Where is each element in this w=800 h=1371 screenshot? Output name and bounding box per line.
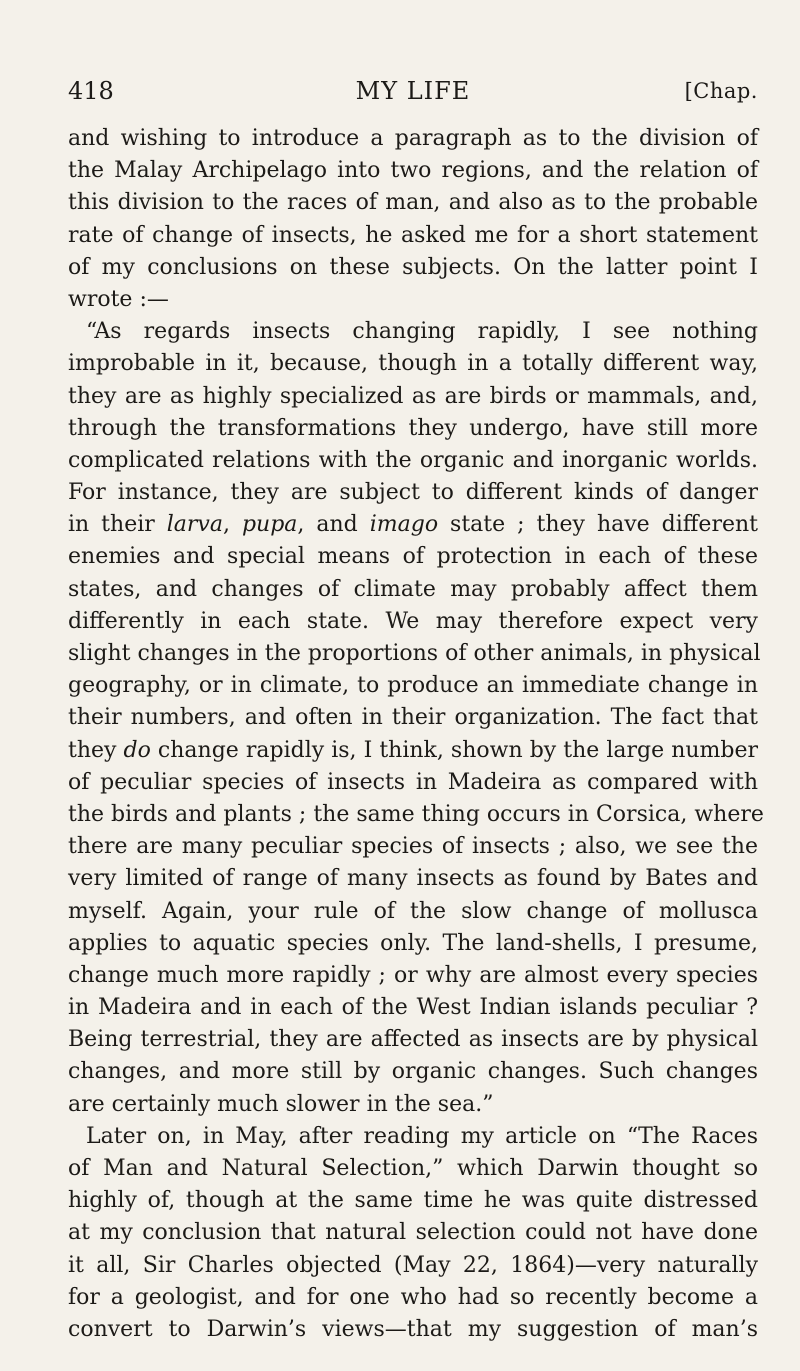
text-line [68, 863, 758, 895]
text-run: convert to Darwin’s views—that my suggestion of man’s [68, 1316, 758, 1342]
running-head [68, 74, 758, 108]
text-run: rate of change of insects, he asked me for a short statement [68, 222, 758, 248]
text-run: they [68, 737, 124, 763]
italic-term: pupa [241, 512, 298, 538]
italic-term: imago [369, 512, 439, 538]
text-run: the birds and plants ; the same thing occurs in Corsica, where [68, 801, 764, 827]
text-line [68, 960, 758, 992]
text-line [68, 413, 758, 445]
text-line [68, 831, 758, 863]
text-run: of my conclusions on these subjects. On the latter point I [68, 254, 758, 280]
text-run: myself. Again, your rule of the slow change of mollusca [68, 898, 758, 924]
text-line [68, 381, 758, 413]
text-line [68, 284, 758, 316]
text-line [68, 1056, 758, 1088]
text-line [68, 348, 758, 380]
text-run: states, and changes of climate may probably affect them [68, 576, 758, 602]
text-line [68, 123, 758, 155]
text-line [68, 477, 758, 509]
text-run: of Man and Natural Selection,” which Darwin thought so [68, 1156, 758, 1181]
text-run: for a geologist, and for one who had so recently become a [68, 1284, 758, 1310]
text-run: the Malay Archipelago into two regions, and the relation of [68, 158, 758, 184]
text-line [68, 1185, 758, 1217]
text-run: changes, and more still by organic changes. Such changes [68, 1059, 758, 1085]
text-line [68, 767, 758, 799]
text-run: they are as highly specialized as are birds or mammals, and, [68, 383, 758, 409]
italic-term: larva [166, 512, 223, 538]
text-line [68, 155, 758, 187]
text-line [68, 702, 758, 734]
text-run: slight changes in the proportions of other animals, in physical [68, 641, 761, 666]
text-line [68, 574, 758, 606]
text-run: Later on, in May, after reading my article on “The Races [86, 1123, 758, 1149]
text-run: “As regards insects changing rapidly, I see nothing [86, 319, 758, 345]
text-line [68, 445, 758, 477]
page-number: 418 [68, 77, 114, 105]
running-title: MY LIFE [355, 77, 471, 105]
text-run: this division to the races of man, and also as to the probable [68, 190, 758, 216]
text-line [68, 1153, 758, 1185]
text-run: change much more rapidly ; or why are almost every species [68, 962, 758, 988]
text-run: of peculiar species of insects in Madeira as compared with [68, 769, 758, 795]
text-run: highly of, though at the same time he was quite distressed [68, 1188, 758, 1214]
text-run: differently in each state. We may therefore expect very [68, 608, 758, 634]
text-run: , and [297, 512, 370, 538]
text-run: wrote :— [68, 286, 169, 312]
text-line [68, 1217, 758, 1249]
text-run: state ; they have different [438, 512, 758, 538]
text-run: change rapidly is, I think, shown by the large number [150, 737, 759, 763]
text-run: there are many peculiar species of insects ; also, we see the [68, 834, 758, 860]
text-line [68, 606, 758, 638]
text-run: in their [68, 512, 167, 538]
text-line [68, 735, 758, 767]
text-line [68, 509, 758, 541]
text-line [68, 1024, 758, 1056]
text-line [68, 1089, 758, 1121]
chapter-label: [Chap. [684, 79, 758, 103]
text-run: their numbers, and often in their organization. The fact that [68, 705, 758, 731]
text-line [68, 1250, 758, 1282]
text-line [68, 252, 758, 284]
italic-term: do [123, 737, 151, 763]
text-line [68, 541, 758, 573]
text-line [68, 928, 758, 960]
text-line [68, 799, 764, 831]
text-run: geography, or in climate, to produce an immediate change in [68, 673, 758, 699]
text-run: For instance, they are subject to different kinds of danger [68, 480, 758, 506]
text-line [68, 896, 758, 928]
text-run: very limited of range of many insects as found by Bates and [68, 866, 758, 892]
text-run: applies to aquatic species only. The land-shells, I presume, [68, 930, 758, 956]
text-line [68, 1314, 758, 1346]
text-line [68, 1121, 758, 1153]
text-line [68, 316, 758, 348]
body-text [68, 123, 764, 1346]
text-run: at my conclusion that natural selection could not have done [68, 1220, 758, 1246]
text-run: through the transformations they undergo, have still more [68, 415, 758, 441]
text-line [68, 220, 758, 252]
text-line [68, 992, 758, 1024]
text-run: , [222, 512, 242, 538]
text-run: enemies and special means of protection in each of these [68, 544, 758, 570]
text-run: improbable in it, because, though in a totally different way, [68, 351, 758, 377]
text-run: are certainly much slower in the sea.” [68, 1091, 494, 1117]
text-run: in Madeira and in each of the West Indian islands peculiar ? [68, 995, 758, 1021]
text-line [68, 1282, 758, 1314]
text-line [68, 638, 761, 670]
text-run: and wishing to introduce a paragraph as to the division of [68, 126, 758, 151]
text-run: it all, Sir Charles objected (May 22, 1864)—very naturally [68, 1252, 758, 1278]
text-run: Being terrestrial, they are affected as insects are by physical [68, 1027, 758, 1053]
text-line [68, 670, 758, 702]
text-line [68, 187, 758, 219]
text-run: complicated relations with the organic and inorganic worlds. [68, 447, 758, 473]
